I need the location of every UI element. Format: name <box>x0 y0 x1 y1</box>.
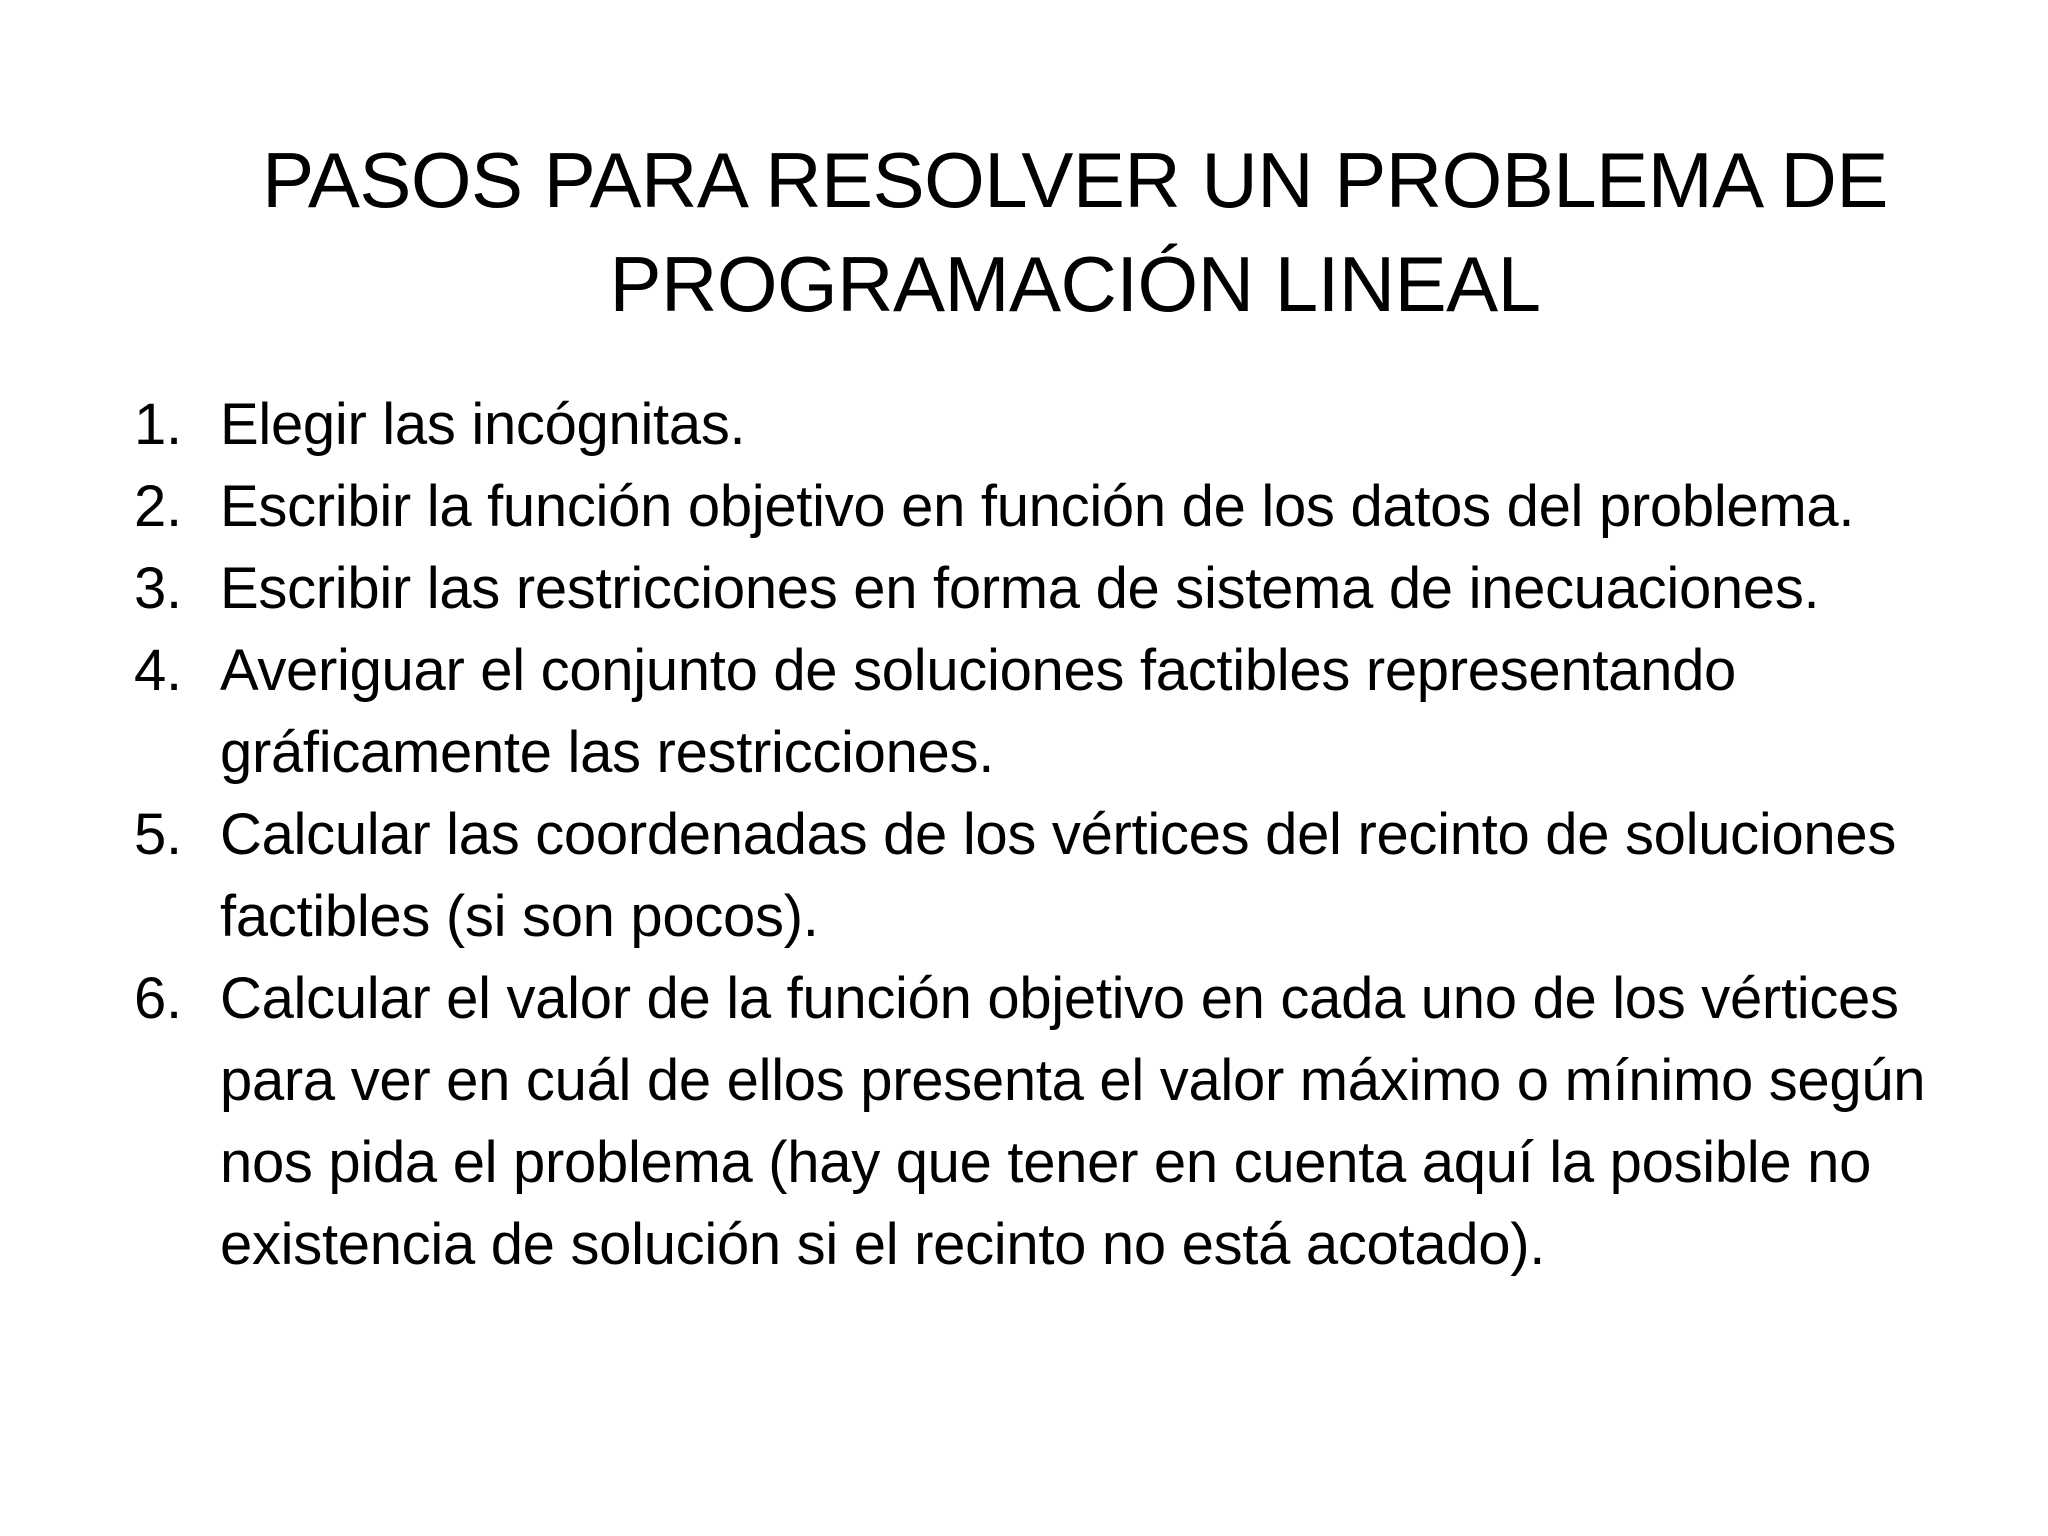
step-number: 4. <box>134 638 182 703</box>
step-item-2 <box>134 466 1994 548</box>
step-item-1 <box>134 384 1994 466</box>
step-number: 2. <box>134 474 182 539</box>
step-number: 5. <box>134 802 182 867</box>
step-item-3 <box>134 548 1994 630</box>
step-text: Averiguar el conjunto de soluciones factibles representando gráficamente las restricciones. <box>220 638 1736 785</box>
step-text: Elegir las incógnitas. <box>220 392 746 457</box>
step-text: Escribir la función objetivo en función de los datos del problema. <box>220 474 1855 539</box>
step-item-6 <box>134 958 1994 1286</box>
step-number: 3. <box>134 556 182 621</box>
step-text: Escribir las restricciones en forma de sistema de inecuaciones. <box>220 556 1820 621</box>
step-item-4 <box>134 630 1994 794</box>
step-number: 6. <box>134 966 182 1031</box>
step-number: 1. <box>134 392 182 457</box>
slide-title <box>200 128 1950 336</box>
slide-title-line-1: PASOS PARA RESOLVER UN PROBLEMA DE <box>262 136 1888 224</box>
steps-list <box>134 384 1994 1286</box>
step-text: Calcular el valor de la función objetivo en cada uno de los vértices para ver en cuál de ellos presenta el valor máximo o mínimo según nos pida el problema (hay que tener en cuenta aquí la posible no existencia de solución si el recinto no está acotado). <box>220 966 1926 1277</box>
step-text: Calcular las coordenadas de los vértices del recinto de soluciones factibles (si son pocos). <box>220 802 1897 949</box>
step-item-5 <box>134 794 1994 958</box>
slide-title-line-2: PROGRAMACIÓN LINEAL <box>609 240 1541 328</box>
